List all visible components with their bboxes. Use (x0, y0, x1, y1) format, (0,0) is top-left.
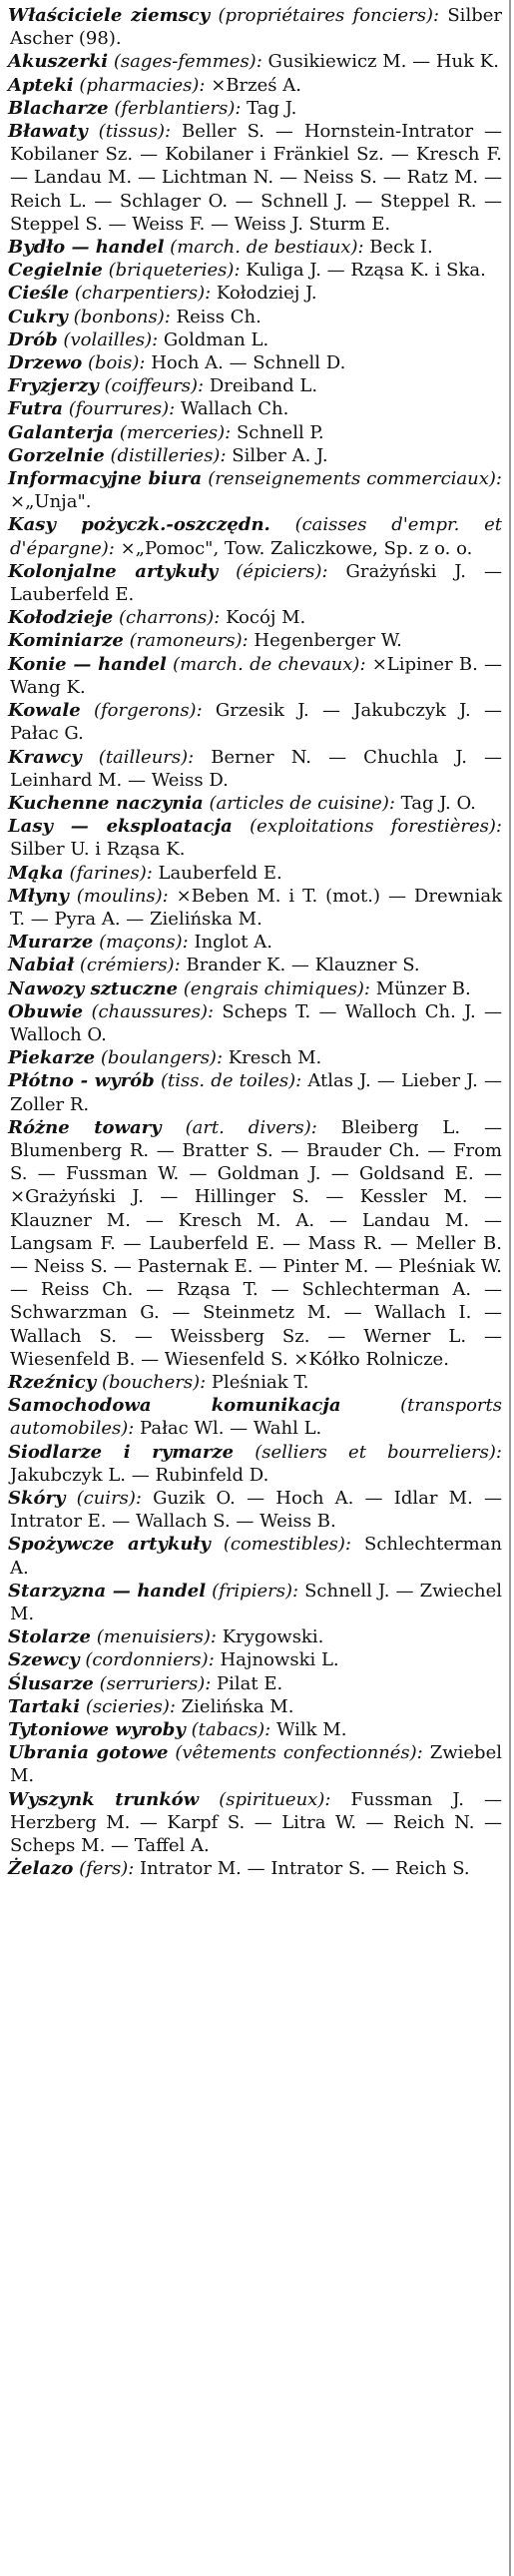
entry-french-term: (fers): (79, 1858, 135, 1880)
entry-names: Berner N. — Chuchla J. — Leinhard M. — Weiss D. (10, 746, 502, 791)
entry-french-term: (menuisiers): (96, 1626, 217, 1648)
directory-entry (8, 1672, 502, 1695)
entry-category: Piekarze (8, 1047, 96, 1069)
directory-entry (8, 885, 502, 931)
directory-entry (8, 1441, 502, 1487)
entry-names: Tag J. (241, 97, 297, 119)
entry-names: Münzer B. (369, 977, 471, 999)
entry-names: Scheps T. — Walloch Ch. J. — Walloch O. (10, 1000, 502, 1045)
entry-category: Rzeźnicy (8, 1371, 97, 1393)
entry-french-term: (exploitations forestières): (250, 816, 502, 838)
entry-category: Fryzjerzy (8, 375, 99, 397)
entry-category: Żelazo (8, 1858, 74, 1880)
directory-entry (8, 513, 502, 559)
entry-category: Tartaki (8, 1695, 81, 1717)
directory-entry (8, 1116, 502, 1371)
entry-french-term: (épiciers): (236, 560, 328, 582)
directory-entry (8, 862, 502, 885)
directory-entry (8, 1069, 502, 1115)
entry-category: Galanterja (8, 421, 115, 443)
entry-names: Pleśniak T. (206, 1371, 309, 1393)
entry-french-term: (march. de bestiaux): (170, 237, 364, 259)
entry-category: Wyszynk trunków (8, 1788, 200, 1810)
entry-names: Hoch A. — Schnell D. (145, 352, 346, 374)
entry-names: ×Beben M. i T. (mot.) — Drewniak T. — Pyra A. — Zielińska M. (10, 885, 502, 930)
entry-names: Guzik O. — Hoch A. — Idlar M. — Intrator E. — Wallach S. — Weiss B. (10, 1488, 502, 1533)
entry-french-term: (art. divers): (185, 1116, 317, 1138)
entry-category: Płótno - wyrób (8, 1070, 155, 1092)
entry-names: Bleiberg L. — Blumenberg R. — Bratter S. — Brauder Ch. — From S. — Fussman W. — Goldman J. — Goldsand E. — ×Grażyński J. — Hillinger S. — Kessler M. — Klauzner M. — Kresch M. A. — Landau M. — Langsam F. — Lauberfeld E. — Mass R. — Meller B. — Neiss S. — Pasternak E. — Pinter M. — Pleśniak W. — Reiss Ch. — Rząsa T. — Schlechterman A. — Schwarzman G. — Steinmetz M. — Wallach I. — Wallach S. — Weissberg Sz. — Werner L. — Wiesenfeld B. — Wiesenfeld S. ×Kółko Rolnicze. (10, 1116, 502, 1370)
entry-category: Cegielnie (8, 260, 103, 282)
entry-category: Obuwie (8, 1000, 84, 1022)
entry-names: Pałac Wl. — Wahl L. (134, 1418, 322, 1440)
directory-entry (8, 1046, 502, 1069)
entry-names: Hegenberger W. (248, 630, 402, 652)
entry-category: Bławaty (8, 121, 88, 143)
entry-names: ×Brześ A. (205, 74, 301, 96)
directory-entry (8, 282, 502, 305)
directory-entry (8, 444, 502, 467)
directory-entry (8, 606, 502, 629)
entry-category: Kominiarze (8, 630, 124, 652)
entry-french-term: (maçons): (99, 932, 189, 954)
directory-entry (8, 421, 502, 444)
entry-french-term: (vêtements confectionnés): (175, 1742, 423, 1764)
entry-french-term: (tabacs): (191, 1719, 271, 1741)
entry-names: Atlas J. — Lieber J. — Zoller R. (10, 1070, 502, 1115)
entry-french-term: (bonbons): (73, 306, 171, 327)
entry-category: Nawozy sztuczne (8, 977, 179, 999)
entry-names: Pilat E. (211, 1672, 283, 1694)
entry-names: Kocój M. (220, 607, 306, 629)
directory-entry (8, 1533, 502, 1579)
entry-names: Kresch M. (223, 1047, 322, 1069)
directory-entry (8, 97, 502, 120)
entry-category: Murarze (8, 932, 94, 954)
directory-entry (8, 236, 502, 259)
directory-entry (8, 629, 502, 652)
entry-category: Młyny (8, 885, 69, 907)
entry-names: Schnell P. (231, 421, 324, 443)
entry-category: Skóry (8, 1488, 66, 1509)
entry-french-term: (merceries): (119, 421, 232, 443)
entry-french-term: (scieries): (85, 1695, 176, 1717)
directory-entry (8, 954, 502, 976)
entry-names: Gusikiewicz M. — Huk K. (261, 51, 499, 73)
entry-category: Samochodowa komunikacja (8, 1395, 341, 1417)
directory-entry (8, 1718, 502, 1741)
entry-category: Krawcy (8, 746, 82, 768)
entry-category: Tytoniowe wyroby (8, 1719, 186, 1741)
directory-entry (8, 1580, 502, 1625)
entry-french-term: (briqueteries): (108, 260, 241, 282)
entry-french-term: (caisses d'empr. et d'épargne): (10, 514, 502, 559)
entry-french-term: (transports automobiles): (10, 1395, 502, 1440)
directory-entry (8, 1371, 502, 1394)
entry-french-term: (crémiers): (79, 955, 181, 976)
directory-entry (8, 351, 502, 374)
entry-french-term: (boulangers): (100, 1047, 224, 1069)
directory-entry (8, 815, 502, 861)
entry-names: Goldman L. (158, 328, 269, 350)
directory-entry (8, 120, 502, 236)
entry-french-term: (march. de chevaux): (173, 653, 366, 675)
directory-entry (8, 977, 502, 1000)
entry-category: Właściciele ziemscy (8, 5, 211, 26)
directory-entry (8, 397, 502, 420)
entry-names: Kołodziej J. (211, 283, 317, 305)
directory-entry (8, 1000, 502, 1046)
directory-entry (8, 931, 502, 954)
directory-entry (8, 306, 502, 328)
directory-entry (8, 1857, 502, 1880)
directory-entry (8, 4, 502, 50)
directory-entry (8, 74, 502, 97)
entry-names: Grażyński J. — Lauberfeld E. (10, 560, 502, 606)
entry-french-term: (serruriers): (99, 1672, 212, 1694)
column-rule (509, 0, 511, 2576)
directory-entry (8, 746, 502, 792)
entry-names: Krygowski. (216, 1626, 324, 1648)
entry-french-term: (ferblantiers): (114, 97, 242, 119)
entry-names: ×„Unja". (10, 491, 92, 513)
entry-category: Futra (8, 398, 64, 420)
entry-names: Silber Ascher (98). (10, 5, 502, 50)
entry-category: Spożywcze artykuły (8, 1534, 211, 1556)
entry-french-term: (cuirs): (76, 1488, 142, 1509)
entry-french-term: (charrons): (118, 607, 221, 629)
directory-entry (8, 50, 502, 73)
entry-category: Ślusarze (8, 1672, 94, 1694)
entry-names: Intrator M. — Intrator S. — Reich S. (134, 1858, 470, 1880)
entry-names: Beller S. — Hornstein-Intrator — Kobilaner Sz. — Kobilaner i Fränkiel Sz. — Kresch F. — Landau M. — Lichtman N. — Neiss S. — Ratz M. — Reich L. — Schlager O. — Schnell J. — Steppel R. — Steppel S. — Weiss F. — Weiss J. Sturm E. (10, 121, 502, 235)
entry-names: Tag J. O. (394, 792, 476, 814)
entry-french-term: (volailles): (63, 328, 159, 350)
entry-names: Inglot A. (188, 932, 272, 954)
entry-category: Akuszerki (8, 51, 109, 73)
entry-category: Cukry (8, 306, 68, 327)
entry-category: Lasy — eksploatacja (8, 816, 233, 838)
entry-category: Kołodzieje (8, 607, 114, 629)
directory-entry (8, 1487, 502, 1533)
entry-french-term: (chaussures): (91, 1000, 215, 1022)
entry-category: Ubrania gotowe (8, 1742, 169, 1764)
entry-french-term: (forgerons): (93, 700, 203, 722)
entry-names: Jakubczyk L. — Rubinfeld D. (10, 1464, 269, 1486)
entry-french-term: (distilleries): (110, 444, 227, 466)
entry-french-term: (spiritueux): (219, 1788, 331, 1810)
entry-category: Bydło — handel (8, 237, 165, 259)
entry-names: Schnell J. — Zwiechel M. (10, 1580, 502, 1625)
entry-names: Wilk M. (270, 1719, 347, 1741)
entry-names: ×„Pomoc", Tow. Zaliczkowe, Sp. z o. o. (114, 537, 473, 559)
entry-names: Silber U. i Rząsa K. (10, 839, 186, 861)
entry-names: Beck I. (363, 237, 433, 259)
entry-names: Silber A. J. (226, 444, 328, 466)
directory-entry (8, 699, 502, 745)
entry-names: Reiss Ch. (170, 306, 261, 327)
directory-entry (8, 1625, 502, 1648)
directory-entry (8, 1695, 502, 1718)
entry-names: Brander K. — Klauzner S. (180, 955, 420, 976)
entry-french-term: (comestibles): (223, 1534, 351, 1556)
directory-entry (8, 653, 502, 699)
directory-entry (8, 328, 502, 351)
entry-category: Kowale (8, 700, 81, 722)
entry-category: Drób (8, 328, 58, 350)
entry-names: Lauberfeld E. (152, 862, 282, 884)
directory-entry (8, 1394, 502, 1440)
entry-french-term: (moulins): (76, 885, 169, 907)
directory-entry (8, 1648, 502, 1671)
entry-category: Apteki (8, 74, 74, 96)
entry-category: Drzewo (8, 352, 83, 374)
entry-french-term: (tiss. de toiles): (160, 1070, 302, 1092)
entry-names: Wallach Ch. (175, 398, 289, 420)
entry-names: Dreiband L. (204, 375, 318, 397)
entry-category: Informacyjne biura (8, 468, 203, 490)
entry-names: Zielińska M. (175, 1695, 294, 1717)
entry-category: Siodlarze i rymarze (8, 1441, 235, 1463)
entry-category: Szewcy (8, 1649, 80, 1671)
entry-names: Kuliga J. — Rząsa K. i Ska. (240, 260, 486, 282)
directory-entry (8, 374, 502, 397)
entry-french-term: (ramoneurs): (129, 630, 249, 652)
entry-category: Blacharze (8, 97, 109, 119)
directory-entry (8, 467, 502, 513)
entry-category: Starzyzna — handel (8, 1580, 207, 1602)
entry-category: Gorzelnie (8, 444, 105, 466)
directory-entry (8, 1788, 502, 1858)
entry-category: Kasy pożyczk.-oszczędn. (8, 514, 270, 536)
entry-french-term: (tissus): (98, 121, 172, 143)
entry-category: Różne towary (8, 1116, 162, 1138)
entry-french-term: (engrais chimiques): (183, 977, 370, 999)
entry-names: ×Lipiner B. — Wang K. (10, 653, 502, 698)
entry-french-term: (bouchers): (101, 1371, 207, 1393)
entry-names: Fussman J. — Herzberg M. — Karpf S. — Litra W. — Reich N. — Scheps M. — Taffel A. (10, 1788, 502, 1857)
entry-french-term: (fripiers): (212, 1580, 299, 1602)
entry-french-term: (pharmacies): (79, 74, 206, 96)
entry-category: Mąka (8, 862, 64, 884)
entry-category: Cieśle (8, 283, 70, 305)
entry-french-term: (charpentiers): (74, 283, 212, 305)
entry-names: Zwiebel M. (10, 1742, 502, 1787)
trade-directory-list (8, 4, 502, 1880)
entry-french-term: (selliers et bourreliers): (255, 1441, 502, 1463)
entry-french-term: (cordonniers): (85, 1649, 215, 1671)
directory-entry (8, 1741, 502, 1787)
entry-french-term: (articles de cuisine): (209, 792, 395, 814)
entry-category: Nabiał (8, 955, 75, 976)
entry-french-term: (sages-femmes): (113, 51, 262, 73)
entry-category: Konie — handel (8, 653, 167, 675)
entry-names: Grzesik J. — Jakubczyk J. — Pałac G. (10, 700, 502, 745)
entry-french-term: (tailleurs): (98, 746, 195, 768)
entry-french-term: (farines): (69, 862, 153, 884)
directory-entry (8, 259, 502, 282)
entry-category: Kuchenne naczynia (8, 792, 204, 814)
entry-french-term: (propriétaires fonciers): (218, 5, 440, 26)
entry-category: Kolonjalne artykuły (8, 560, 219, 582)
entry-french-term: (bois): (88, 352, 146, 374)
entry-french-term: (coiffeurs): (104, 375, 205, 397)
entry-names: Schlechterman A. (10, 1534, 502, 1579)
entry-french-term: (renseignements commerciaux): (208, 468, 502, 490)
entry-category: Stolarze (8, 1626, 91, 1648)
directory-entry (8, 560, 502, 606)
directory-entry (8, 792, 502, 815)
entry-names: Hajnowski L. (214, 1649, 339, 1671)
entry-french-term: (fourrures): (68, 398, 176, 420)
